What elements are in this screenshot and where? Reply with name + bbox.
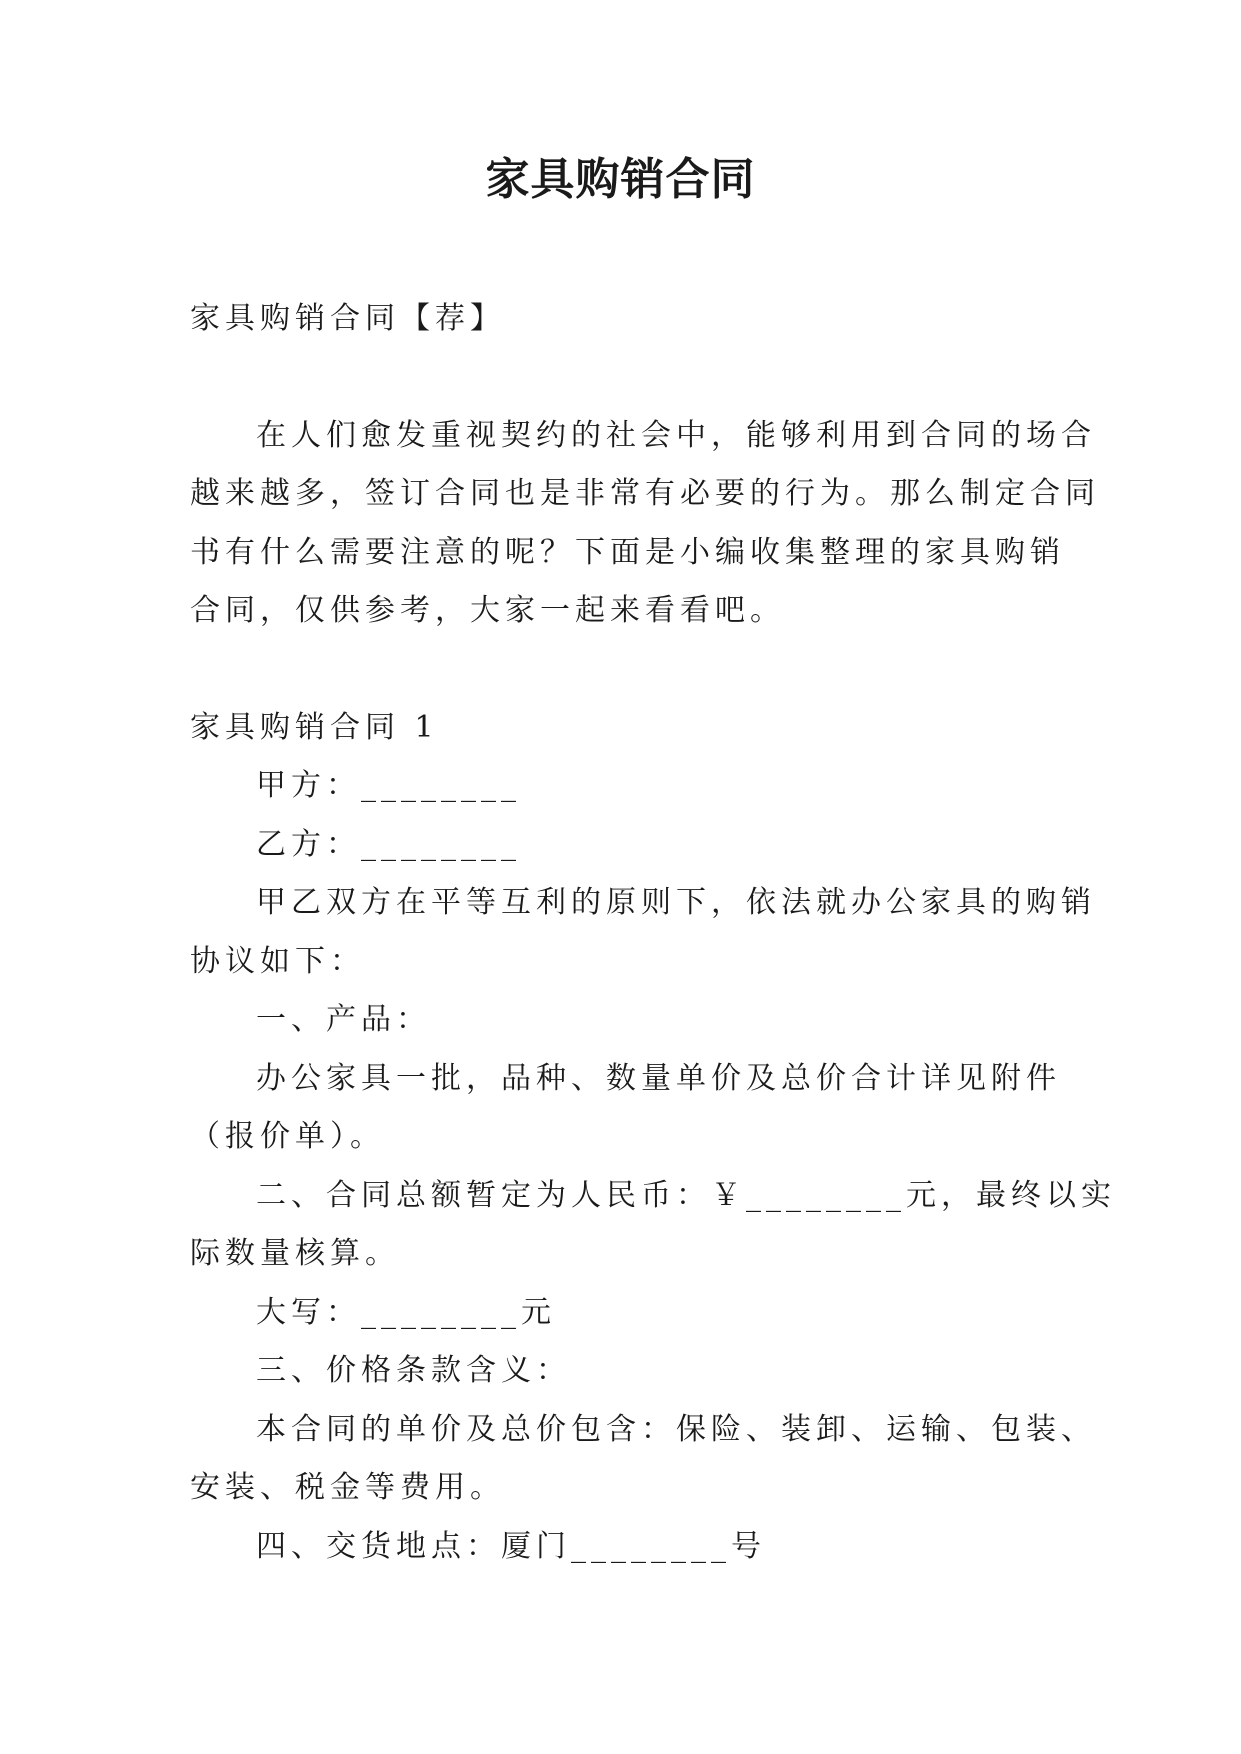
spacer: [190, 349, 1070, 407]
intro-line: 合同，仅供参考，大家一起来看看吧。: [190, 593, 785, 628]
agreement-line: 协议如下：: [190, 943, 365, 979]
section-3-body: 本合同的单价及总价包含：保险、装卸、运输、包装、: [256, 1411, 1096, 1447]
section-1-body: （报价单）。: [190, 1119, 385, 1154]
document-subtitle: 家具购销合同【荐】: [190, 301, 505, 336]
section-2-line: 二、合同总额暂定为人民币：￥________元，最终以实: [256, 1177, 1116, 1213]
section-3-body: 安装、税金等费用。: [190, 1470, 505, 1505]
section-2-line: 际数量核算。: [190, 1236, 400, 1271]
section-3-title: 三、价格条款含义：: [256, 1353, 571, 1388]
contract-heading: 家具购销合同 1: [190, 709, 439, 745]
intro-line: 书有什么需要注意的呢？下面是小编收集整理的家具购销: [190, 534, 1065, 570]
intro-line: 在人们愈发重视契约的社会中，能够利用到合同的场合: [256, 417, 1096, 453]
intro-line: 越来越多，签订合同也是非常有必要的行为。那么制定合同: [190, 476, 1100, 511]
section-1-body: 办公家具一批，品种、数量单价及总价合计详见附件: [256, 1060, 1061, 1096]
document-title: 家具购销合同: [485, 154, 756, 205]
spacer: [190, 641, 1070, 699]
section-4-line: 四、交货地点：厦门________号: [256, 1528, 766, 1564]
amount-in-words: 大写：________元: [256, 1294, 556, 1330]
party-a-line: 甲方：________: [256, 768, 521, 803]
document-body: [190, 290, 1116, 1576]
section-1-title: 一、产品：: [256, 1002, 431, 1037]
agreement-line: 甲乙双方在平等互利的原则下，依法就办公家具的购销: [256, 885, 1096, 920]
party-b-line: 乙方：________: [256, 826, 521, 862]
